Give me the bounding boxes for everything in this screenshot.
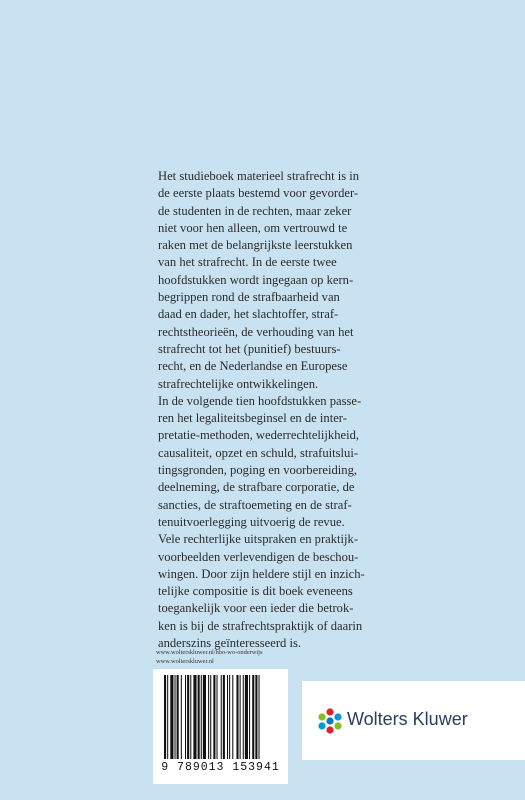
blurb-line: wingen. Door zijn heldere stijl en inzich- xyxy=(158,566,365,581)
back-cover-blurb xyxy=(158,168,388,652)
blurb-line: deelneming, de strafbare corporatie, de xyxy=(158,480,355,495)
barcode-bar xyxy=(223,675,225,759)
barcode-bar xyxy=(243,675,244,759)
barcode-bar xyxy=(217,675,218,759)
blurb-line: pretatie-methoden, wederrechtelijkheid, xyxy=(158,428,360,443)
publisher-logo xyxy=(302,681,525,760)
barcode-bar xyxy=(164,675,166,759)
barcode-bar xyxy=(210,675,211,759)
barcode-bars xyxy=(164,675,277,759)
barcode-bar xyxy=(203,675,206,759)
barcode-bar xyxy=(252,675,254,759)
barcode-bar xyxy=(236,675,238,759)
blurb-line: begrippen rond de strafbaarheid van xyxy=(158,290,340,305)
barcode-bar xyxy=(198,675,200,759)
blurb-line: tingsgronden, poging en voorbereiding, xyxy=(158,463,358,478)
blurb-line: hoofdstukken wordt ingegaan op kern- xyxy=(158,272,354,287)
barcode-bar xyxy=(181,675,182,759)
blurb-line: strafrechtelijke ontwikkelingen. xyxy=(158,376,319,391)
barcode-bar xyxy=(177,675,179,759)
blurb-line: niet voor hen alleen, om vertrouwd te xyxy=(158,220,348,235)
barcode-bar xyxy=(221,675,222,759)
blurb-line: ken is bij de strafrechtspraktijk of daarin xyxy=(158,618,363,633)
barcode-bar xyxy=(259,675,260,759)
barcode-bar xyxy=(185,675,186,759)
blurb-line: van het strafrecht. In de eerste twee xyxy=(158,255,337,270)
barcode-bar xyxy=(229,675,230,759)
blurb-line: daad en dader, het slachtoffer, straf- xyxy=(158,307,339,322)
logo-wordmark: Wolters Kluwer xyxy=(347,709,468,729)
url-main: www.wolterskluwer.nl xyxy=(156,657,214,665)
blurb-line: In de volgende tien hoofdstukken passe- xyxy=(158,393,362,408)
blurb-line: strafrecht tot het (punitief) bestuurs- xyxy=(158,341,341,356)
barcode-bar xyxy=(255,675,257,759)
barcode-bar xyxy=(187,675,189,759)
blurb-line: toegankelijk voor een ieder die betrok- xyxy=(158,601,354,616)
barcode-bar xyxy=(193,675,196,759)
isbn-number: 9 789013 153941 xyxy=(161,761,280,774)
wolters-kluwer-logo-icon xyxy=(317,708,343,734)
barcode-bar xyxy=(170,675,173,759)
blurb-line: de eerste plaats bestemd voor gevorder- xyxy=(158,186,359,201)
barcode-bar xyxy=(175,675,176,759)
isbn-barcode xyxy=(153,669,288,784)
blurb-line: tenuitvoerlegging uitvoerig de revue. xyxy=(158,514,345,529)
blurb-line: Vele rechterlijke uitspraken en praktijk- xyxy=(158,532,359,547)
publisher-urls xyxy=(156,649,262,666)
url-education: www.wolterskluwer.nl/hbo-wo-onderwijs xyxy=(156,649,263,656)
blurb-line: raken met de belangrijkste leerstukken xyxy=(158,238,353,253)
barcode-bar xyxy=(208,675,209,759)
barcode-bar xyxy=(201,675,202,759)
barcode-bar xyxy=(167,675,168,759)
blurb-line: rechtstheorieën, de verhouding van het xyxy=(158,324,354,339)
barcode-bar xyxy=(245,675,248,759)
barcode-bar xyxy=(232,675,233,759)
blurb-line: causaliteit, opzet en schuld, strafuitslui- xyxy=(158,445,359,460)
barcode-bar xyxy=(249,675,250,759)
blurb-line: recht, en de Nederlandse en Europese xyxy=(158,359,348,374)
blurb-line: voorbeelden verlevendigen de beschou- xyxy=(158,549,359,564)
blurb-line: sancties, de straftoemeting en de straf- xyxy=(158,497,352,512)
barcode-bar xyxy=(213,675,215,759)
barcode-bar xyxy=(190,675,191,759)
blurb-line: ren het legaliteitsbeginsel en de inter- xyxy=(158,411,347,426)
barcode-bar xyxy=(227,675,228,759)
blurb-line: de studenten in de rechten, maar zeker xyxy=(158,203,352,218)
blurb-line: anderszins geïnteresseerd is. xyxy=(158,636,302,651)
blurb-line: telijke compositie is dit boek eveneens xyxy=(158,584,353,599)
blurb-line: Het studieboek materieel strafrecht is in xyxy=(158,169,360,183)
barcode-bar xyxy=(240,675,241,759)
